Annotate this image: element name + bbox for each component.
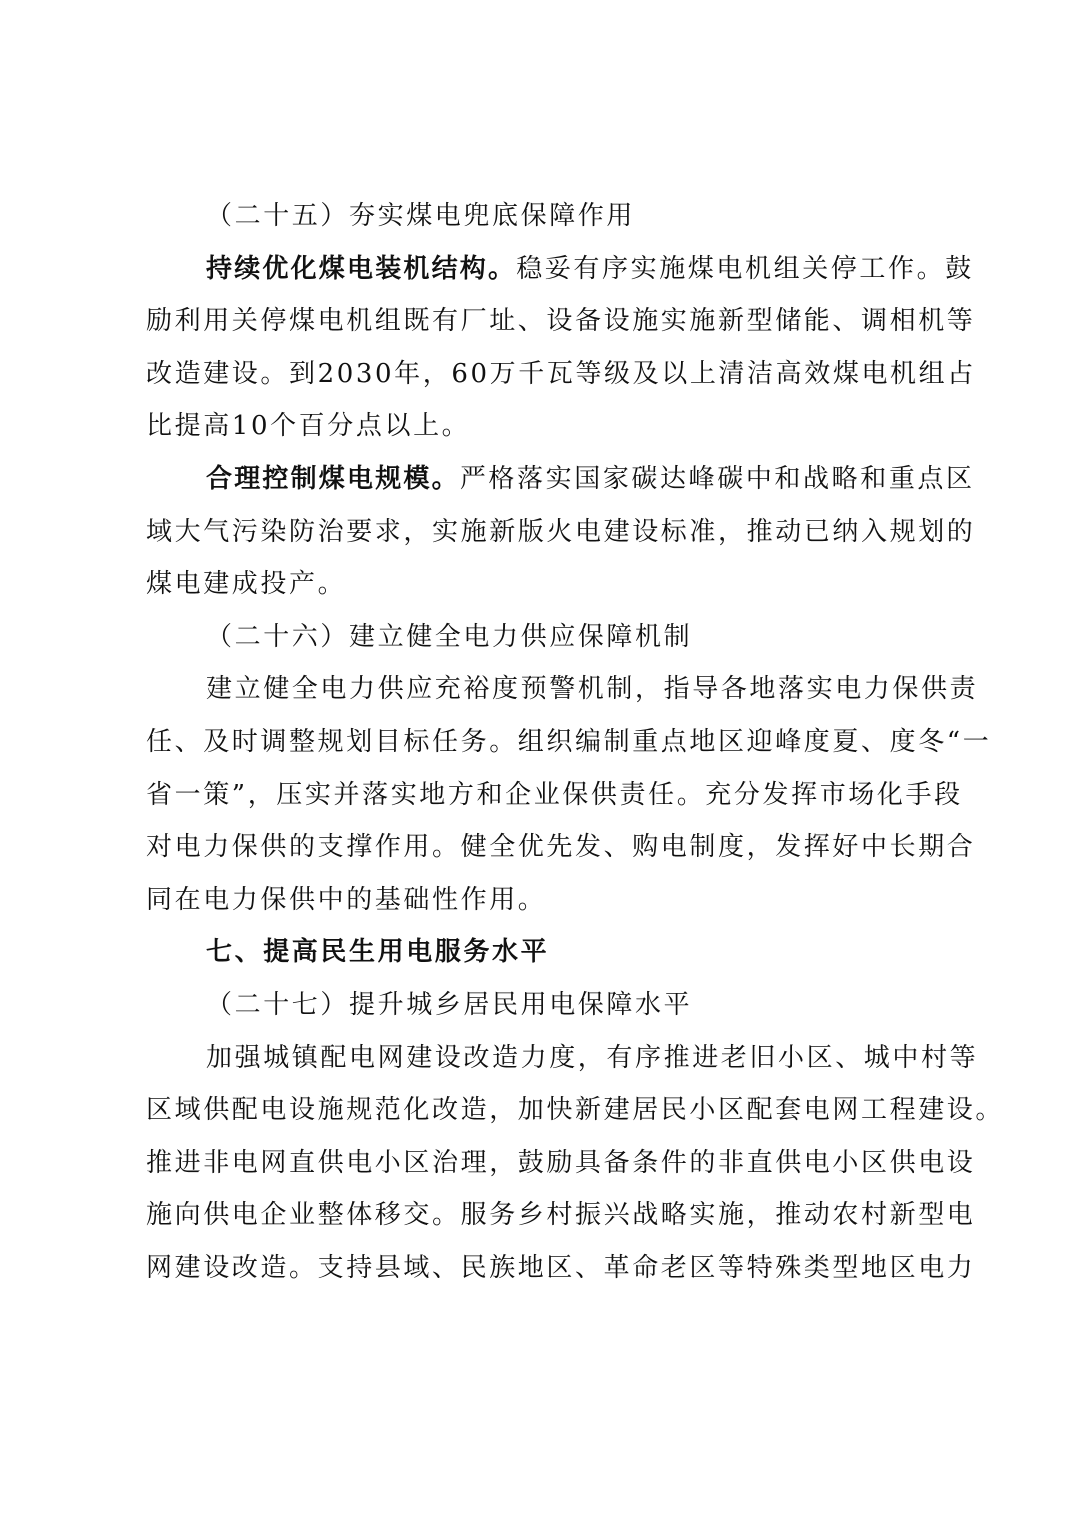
paragraph-text: 稳妥有序实施煤电机组关停工作。鼓 <box>516 253 974 284</box>
section-subheading-25: （二十五）夯实煤电兜底保障作用 <box>206 201 636 231</box>
paragraph-line: 励利用关停煤电机组既有厂址、设备设施实施新型储能、调相机等 <box>146 306 976 337</box>
paragraph-line: 任、及时调整规划目标任务。组织编制重点地区迎峰度夏、度冬“一 <box>146 726 992 757</box>
section-subheading-27: （二十七）提升城乡居民用电保障水平 <box>206 989 693 1020</box>
paragraph-line: 比提高10个百分点以上。 <box>146 411 471 442</box>
paragraph-line: 改造建设。到2030年，60万千瓦等级及以上清洁高效煤电机组占 <box>146 358 976 389</box>
section-heading-7: 七、提高民生用电服务水平 <box>206 937 550 968</box>
paragraph-line: 对电力保供的支撑作用。健全优先发、购电制度，发挥好中长期合 <box>146 832 976 863</box>
paragraph-urban-rural <box>146 1032 1005 1295</box>
paragraph-line <box>146 243 974 296</box>
paragraph-line: 施向供电企业整体移交。服务乡村振兴战略实施，推动农村新型电 <box>146 1200 976 1231</box>
paragraph-supply-mechanism <box>146 663 992 926</box>
paragraph-coal-scale <box>146 453 976 611</box>
document-body <box>146 190 1005 1294</box>
paragraph-line: 同在电力保供中的基础性作用。 <box>146 884 547 915</box>
paragraph-coal-structure <box>146 243 976 453</box>
paragraph-line: 煤电建成投产。 <box>146 569 347 600</box>
paragraph-line <box>146 453 975 506</box>
paragraph-line: 省一策”，压实并落实地方和企业保供责任。充分发挥市场化手段 <box>146 779 963 810</box>
paragraph-lead-heading: 持续优化煤电装机结构。 <box>206 253 517 284</box>
paragraph-line: 网建设改造。支持县域、民族地区、革命老区等特殊类型地区电力 <box>146 1252 976 1283</box>
paragraph-lead-heading: 合理控制煤电规模。 <box>206 463 460 494</box>
paragraph-line: 区域供配电设施规范化改造，加快新建居民小区配套电网工程建设。 <box>146 1095 1005 1126</box>
paragraph-line: 域大气污染防治要求，实施新版火电建设标准，推动已纳入规划的 <box>146 516 976 547</box>
section-subheading-26: （二十六）建立健全电力供应保障机制 <box>206 621 693 652</box>
paragraph-line: 推进非电网直供电小区治理，鼓励具备条件的非直供电小区供电设 <box>146 1147 976 1178</box>
paragraph-text: 严格落实国家碳达峰碳中和战略和重点区 <box>459 463 975 494</box>
paragraph-line: 加强城镇配电网建设改造力度，有序推进老旧小区、城中村等 <box>206 1042 979 1073</box>
paragraph-line: 建立健全电力供应充裕度预警机制，指导各地落实电力保供责 <box>206 674 979 705</box>
